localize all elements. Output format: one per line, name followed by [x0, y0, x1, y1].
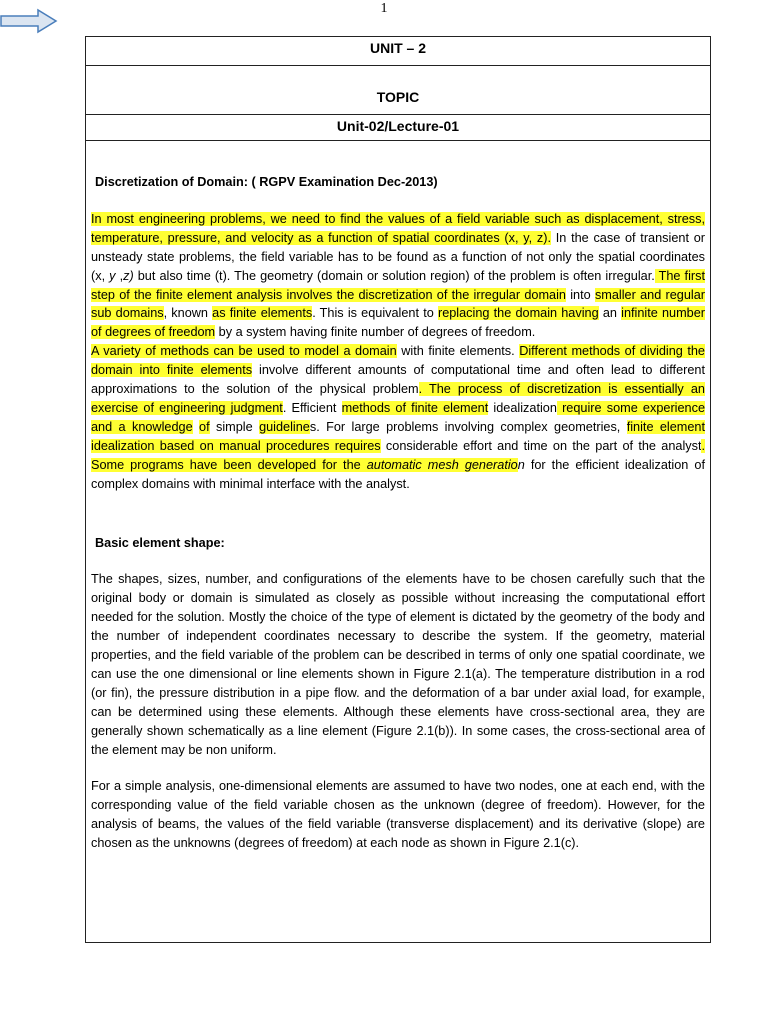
highlighted-text: methods of finite element [341, 400, 489, 415]
text-run: n [517, 457, 525, 472]
text-run: y [109, 268, 116, 283]
highlighted-text: Different methods of dividing the domain into finite elements [91, 344, 705, 378]
text-run: In the case of transient or unsteady state problems, the field variable has to be found as a function of not only the spatial coordinates (x, [91, 230, 705, 283]
paragraph-one-dimensional-elements: For a simple analysis, one-dimensional elements are assumed to have two nodes, one at each end, with the corresponding value of the field variable chosen as the unknown (degree of freedom). However, for the analysis of beams, the values of the field variable (transverse displacement) and its derivative (slope) are chosen as the unknowns (degrees of freedom) at each node as shown in Figure 2.1(c). [91, 779, 705, 851]
paragraph-discretization-methods [91, 342, 705, 493]
highlighted-text: infinite number of degrees of freedom [91, 306, 705, 340]
text-run: . Efficient [282, 400, 342, 415]
page-number: 1 [380, 1, 388, 16]
text-run: by a system having finite number of degrees of freedom. [215, 325, 536, 340]
text-run: but also time (t). The geometry (domain or solution region) of the problem is often irregular. [133, 268, 655, 283]
highlighted-text: finite element idealization based on manual procedures requires [91, 419, 706, 453]
text-run: z) [123, 268, 134, 283]
basic-element-shape-title: Basic element shape: [95, 535, 225, 550]
highlighted-text: The first step of the finite element analysis involves the discretization of the irregular domain [91, 268, 705, 302]
text-run: , known [163, 306, 213, 321]
paragraph-discretization-intro [91, 210, 705, 342]
text-run: considerable effort and time on the part of the analyst [380, 438, 702, 453]
highlighted-text: as finite elements [212, 306, 313, 321]
highlighted-text: A variety of methods can be used to model a domain [91, 344, 397, 359]
text-run: , [115, 268, 124, 283]
highlighted-text: . The process of discretization is essentially an exercise of engineering judgment [91, 382, 705, 415]
lecture-heading: Unit-02/Lecture-01 [86, 115, 710, 141]
highlighted-text: smaller and regular sub domains [91, 287, 705, 321]
text-run: s. For large problems involving complex geometries, [309, 419, 627, 434]
text-run: for the efficient idealization of complex domains with minimal interface with the analyst. [91, 457, 705, 491]
highlighted-text: automatic mesh generatio [366, 457, 518, 472]
highlighted-text: . Some programs have been developed for the [91, 438, 706, 472]
text-run: an [598, 306, 622, 321]
content-body [86, 141, 710, 853]
text-run: simple [209, 419, 260, 434]
highlighted-text: guideline [259, 419, 310, 434]
highlighted-text: replacing the domain having [437, 306, 599, 321]
document-frame [85, 36, 711, 943]
unit-heading: UNIT – 2 [86, 37, 710, 66]
paragraph-element-shapes: The shapes, sizes, number, and configurations of the elements have to be chosen carefully such that the original body or domain is simulated as closely as possible without increasing the computational effort needed for the solution. Mostly the choice of the type of element is dictated by the geometry of the body and the number of independent coordinates necessary to describe the system. If the geometry, material properties, and the field variable of the problem can be described in terms of only one spatial coordinate, we can use the one dimensional or line elements shown in Figure 2.1(a). The temperature distribution in a rod (or fin), the pressure distribution in a pipe flow. and the deformation of a bar under axial load, for example, can be determined using these elements. Although these elements have cross-sectional area, they are generally shown schematically as a line element (Figure 2.1(b)). In some cases, the cross-sectional area of the element may be non uniform. [91, 572, 705, 757]
text-run: idealization [488, 400, 557, 415]
discretization-title: Discretization of Domain: ( RGPV Examination Dec-2013) [95, 175, 438, 189]
highlighted-text: In most engineering problems, we need to find the values of a field variable such as displacement, stress, temperature, pressure, and velocity as a function of spatial coordinates (x, y, z). [91, 211, 705, 245]
highlighted-text: of [199, 419, 210, 434]
text-run: with finite elements. [396, 344, 520, 359]
highlighted-text: require some experience and a knowledge [91, 400, 705, 434]
topic-heading: TOPIC [86, 66, 710, 115]
text-run: involve different amounts of computational time and often lead to different approximations to the solution of the physical problem [91, 363, 705, 397]
text-run: . This is equivalent to [312, 306, 438, 321]
text-run: into [565, 287, 595, 302]
